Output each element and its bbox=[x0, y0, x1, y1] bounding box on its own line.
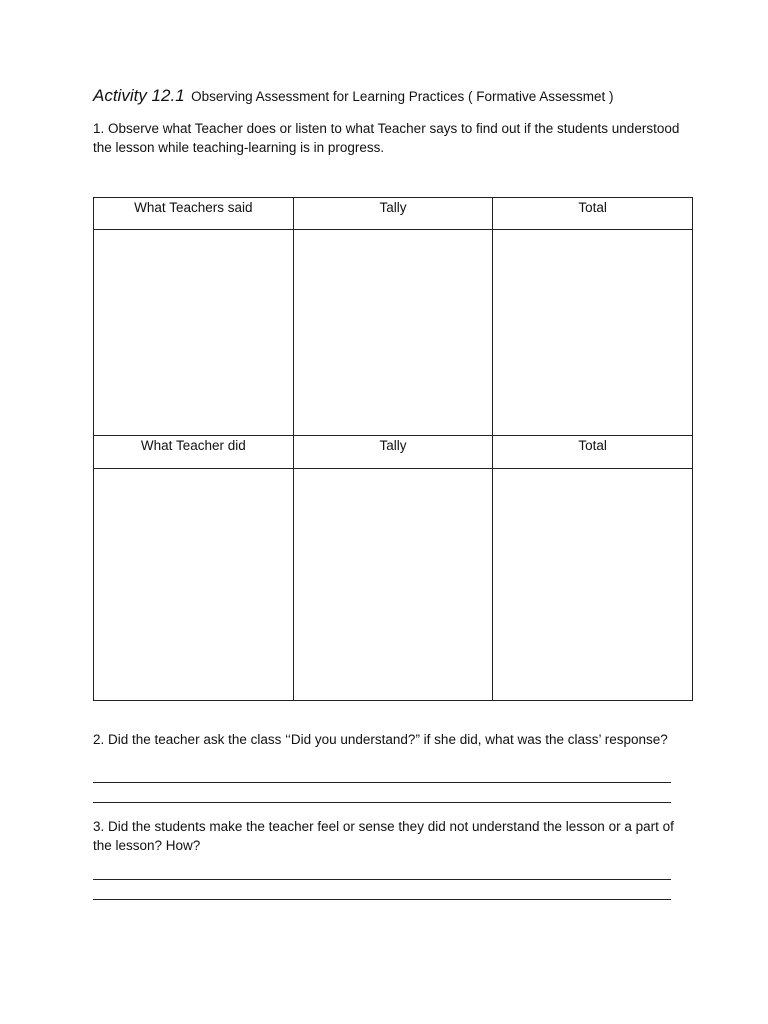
cell-said-total[interactable] bbox=[493, 230, 693, 436]
cell-said-entry[interactable] bbox=[94, 230, 294, 436]
answer-line-2b[interactable] bbox=[93, 802, 671, 803]
answer-line-3b[interactable] bbox=[93, 899, 671, 900]
answer-line-2a[interactable] bbox=[93, 782, 671, 783]
header-total-said: Total bbox=[493, 198, 693, 230]
cell-did-entry[interactable] bbox=[94, 469, 294, 701]
cell-did-total[interactable] bbox=[493, 469, 693, 701]
question-3: 3. Did the students make the teacher feel or sense they did not understand the lesson or a part of the lesson? How? bbox=[93, 819, 674, 853]
activity-label: Activity 12.1 bbox=[93, 86, 185, 105]
activity-title: Observing Assessment for Learning Practices ( Formative Assessmet ) bbox=[191, 89, 614, 104]
table-row-said-entries bbox=[94, 230, 693, 436]
table-row-did-entries bbox=[94, 469, 693, 701]
header-tally-said: Tally bbox=[293, 198, 493, 230]
table-header-row-did bbox=[94, 436, 693, 469]
activity-heading bbox=[93, 86, 614, 106]
table-header-row-said bbox=[94, 198, 693, 230]
cell-said-tally[interactable] bbox=[293, 230, 493, 436]
header-what-teachers-said: What Teachers said bbox=[94, 198, 294, 230]
header-tally-did: Tally bbox=[293, 436, 493, 469]
header-total-did: Total bbox=[493, 436, 693, 469]
header-what-teacher-did: What Teacher did bbox=[94, 436, 294, 469]
answer-line-3a[interactable] bbox=[93, 879, 671, 880]
observation-table bbox=[93, 197, 693, 701]
question-1: 1. Observe what Teacher does or listen to what Teacher says to find out if the students understood the lesson while teaching-learning is in progress. bbox=[93, 121, 680, 155]
cell-did-tally[interactable] bbox=[293, 469, 493, 701]
question-2: 2. Did the teacher ask the class ‘‘Did you understand?” if she did, what was the class’ response? bbox=[93, 732, 668, 747]
